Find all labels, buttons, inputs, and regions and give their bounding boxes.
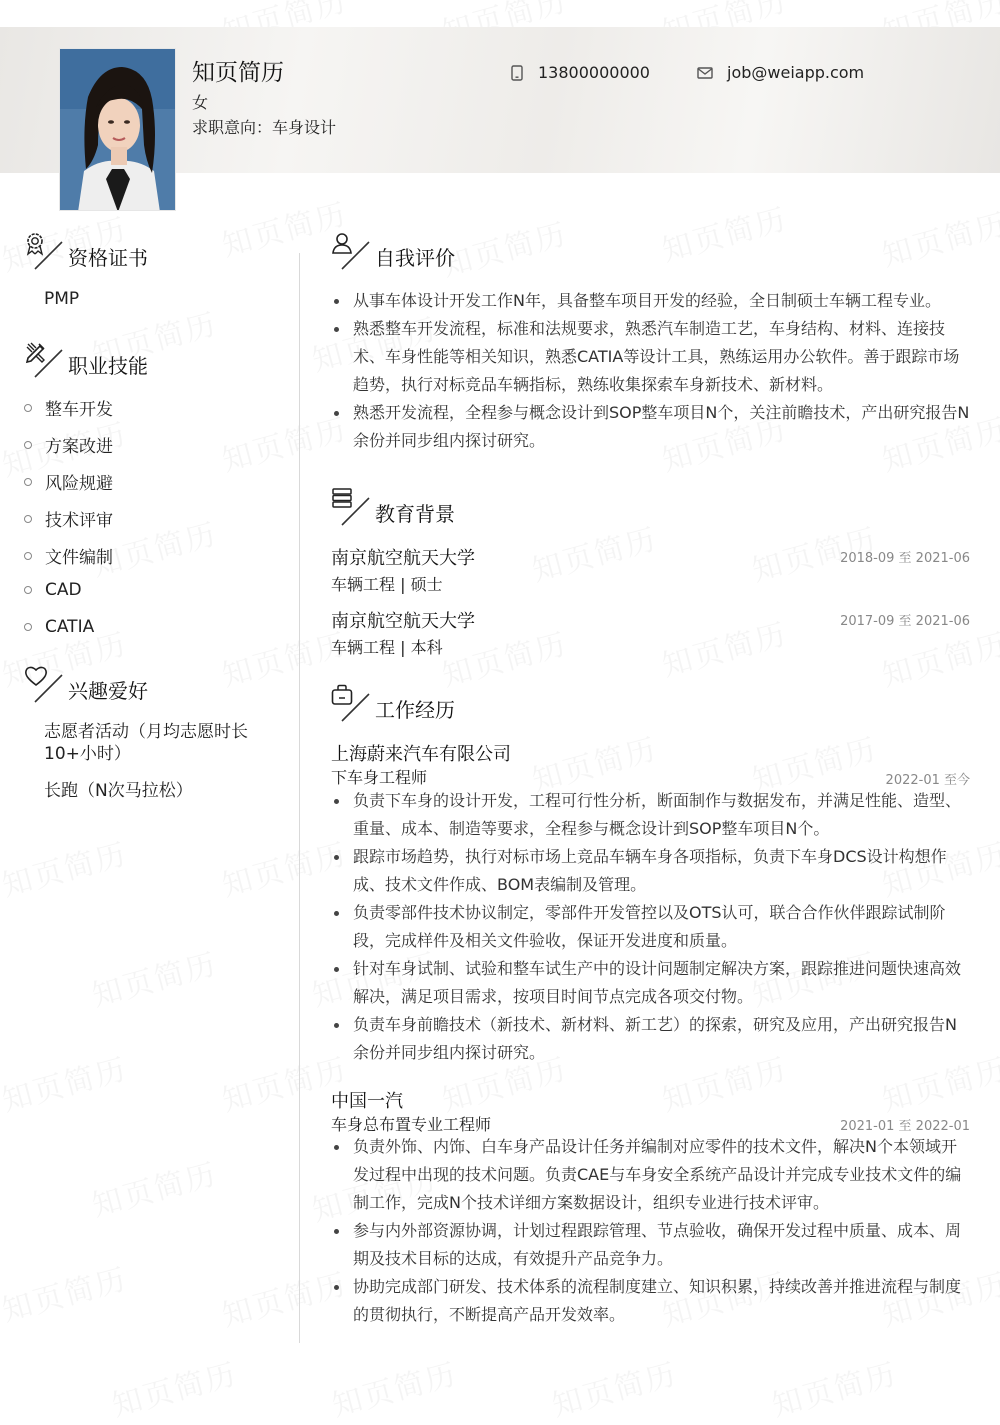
- watermark: [326, 1349, 461, 1425]
- work-date: 2021-01 至 2022-01: [840, 1119, 970, 1134]
- skill-label: 整车开发: [45, 400, 113, 420]
- skill-label: 风险规避: [45, 474, 113, 494]
- section-title: 教育背景: [375, 502, 455, 526]
- education-major: 车辆工程 | 本科: [331, 638, 443, 657]
- column-divider: [299, 253, 300, 1343]
- bullet-circle-icon: [24, 404, 32, 412]
- list-item: 负责车身前瞻技术（新技术、新材料、新工艺）的探索，研究及应用，产出研究报告N余份并同步组内探讨研究。: [331, 1011, 971, 1067]
- section-title: 工作经历: [375, 698, 455, 722]
- section-header-work: [331, 684, 571, 724]
- skill-item: [24, 432, 113, 457]
- list-item: 负责零部件技术协议制定，零部件开发管控以及OTS认可，联合合作伙伴跟踪试制阶段，完成样件及相关文件验收，保证开发进度和质量。: [331, 899, 971, 955]
- watermark: [876, 199, 1000, 275]
- slash-divider: [32, 238, 66, 272]
- education-date: 2018-09 至 2021-06: [840, 551, 970, 566]
- list-item: 协助完成部门研发、技术体系的流程制度建立、知识积累，持续改善并推进流程与制度的贯彻执行，不断提高产品开发效率。: [331, 1273, 971, 1329]
- email-address: job@weiapp.com: [727, 63, 865, 82]
- list-item: 熟悉整车开发流程，标准和法规要求，熟悉汽车制造工艺，车身结构、材料、连接技术、车身性能等相关知识，熟悉CATIA等设计工具，熟练运用办公软件。善于跟踪市场趋势，执行对标竞品车辆指标，熟练收集探索车身新技术、新材料。: [331, 315, 971, 399]
- skill-item: [24, 506, 113, 531]
- candidate-name: 知页简历: [192, 60, 284, 86]
- slash-divider: [339, 238, 373, 272]
- education-school: 南京航空航天大学: [331, 548, 475, 569]
- education-date: 2017-09 至 2021-06: [840, 614, 970, 629]
- list-item: 负责下车身的设计开发，工程可行性分析，断面制作与数据发布，并满足性能、造型、重量、成本、制造等要求，全程参与概念设计到SOP整车项目N个。: [331, 787, 971, 843]
- bullet-circle-icon: [24, 552, 32, 560]
- bullet-circle-icon: [24, 478, 32, 486]
- candidate-gender: 女: [192, 93, 209, 112]
- section-header-education: [331, 488, 571, 528]
- work-role: 车身总布置专业工程师: [331, 1115, 492, 1134]
- slash-divider: [32, 671, 66, 705]
- list-item: 跟踪市场趋势，执行对标市场上竞品车辆车身各项指标，负责下车身DCS设计构想作成、技术文件作成、BOM表编制及管理。: [331, 843, 971, 899]
- section-header-skills: [24, 340, 264, 380]
- list-item: 负责外饰、内饰、白车身产品设计任务并编制对应零件的技术文件，解决N个本领域开发过程中出现的技术问题。负责CAE与车身安全系统产品设计并完成专业技术文件的编制工作，完成N个技术详细方案数据设计，组织专业进行技术评审。: [331, 1133, 971, 1217]
- phone-icon: [510, 65, 524, 81]
- section-header-self-eval: [331, 232, 571, 272]
- list-item: 针对车身试制、试验和整车试生产中的设计问题制定解决方案，跟踪推进问题快速高效解决，满足项目需求，按项目时间节点完成各项交付物。: [331, 955, 971, 1011]
- watermark: [656, 609, 791, 685]
- watermark: [0, 1044, 132, 1120]
- skill-item: [24, 543, 113, 568]
- slash-divider: [339, 690, 373, 724]
- work-role: 下车身工程师: [331, 768, 428, 787]
- bullet-circle-icon: [24, 515, 32, 523]
- job-intent: 求职意向：车身设计: [192, 118, 337, 137]
- hobby-item: 志愿者活动（月均志愿时长10+小时）: [44, 722, 248, 764]
- skill-item: [24, 617, 94, 637]
- list-item: 参与内外部资源协调，计划过程跟踪管理、节点验收，确保开发过程中质量、成本、周期及技术目标的达成，有效提升产品竞争力。: [331, 1217, 971, 1273]
- bullet-circle-icon: [24, 441, 32, 449]
- skill-label: 方案改进: [45, 437, 113, 457]
- slash-divider: [339, 494, 373, 528]
- section-title: 资格证书: [68, 246, 148, 270]
- section-header-certs: [24, 232, 264, 272]
- watermark: [106, 1349, 241, 1425]
- section-title: 自我评价: [375, 246, 455, 270]
- skill-item: [24, 469, 113, 494]
- work-duties-list: [331, 787, 971, 1067]
- list-item: 从事车体设计开发工作N年，具备整车项目开发的经验，全日制硕士车辆工程专业。: [331, 287, 971, 315]
- bullet-circle-icon: [24, 623, 32, 631]
- profile-photo: [59, 48, 176, 211]
- section-title: 兴趣爱好: [68, 679, 148, 703]
- work-company: 上海蔚来汽车有限公司: [331, 744, 511, 765]
- self-eval-list: [331, 287, 971, 455]
- skill-item: [24, 580, 82, 600]
- watermark: [0, 829, 132, 905]
- skill-label: CAD: [45, 580, 82, 600]
- bullet-circle-icon: [24, 586, 32, 594]
- mail-icon: [697, 66, 713, 80]
- slash-divider: [32, 346, 66, 380]
- section-title: 职业技能: [68, 354, 148, 378]
- work-date: 2022-01 至今: [885, 773, 970, 788]
- watermark: [86, 939, 221, 1015]
- skill-label: 文件编制: [45, 548, 113, 568]
- watermark: [766, 1349, 901, 1425]
- watermark: [86, 1149, 221, 1225]
- work-duties-list: [331, 1133, 971, 1329]
- work-company: 中国一汽: [331, 1091, 403, 1112]
- phone-number: 13800000000: [538, 63, 650, 82]
- skill-item: [24, 395, 113, 420]
- list-item: 熟悉开发流程，全程参与概念设计到SOP整车项目N个，关注前瞻技术，产出研究报告N余份并同步组内探讨研究。: [331, 399, 971, 455]
- hobby-item: 长跑（N次马拉松）: [44, 781, 193, 801]
- cert-item: PMP: [44, 289, 80, 309]
- phone-contact: [510, 63, 650, 82]
- email-contact: [697, 63, 864, 82]
- education-major: 车辆工程 | 硕士: [331, 575, 443, 594]
- skill-label: 技术评审: [45, 511, 113, 531]
- skill-label: CATIA: [45, 617, 95, 637]
- watermark: [656, 194, 791, 270]
- watermark: [876, 619, 1000, 695]
- education-school: 南京航空航天大学: [331, 611, 475, 632]
- watermark: [0, 1254, 132, 1330]
- watermark: [546, 1349, 681, 1425]
- section-header-hobbies: [24, 665, 264, 705]
